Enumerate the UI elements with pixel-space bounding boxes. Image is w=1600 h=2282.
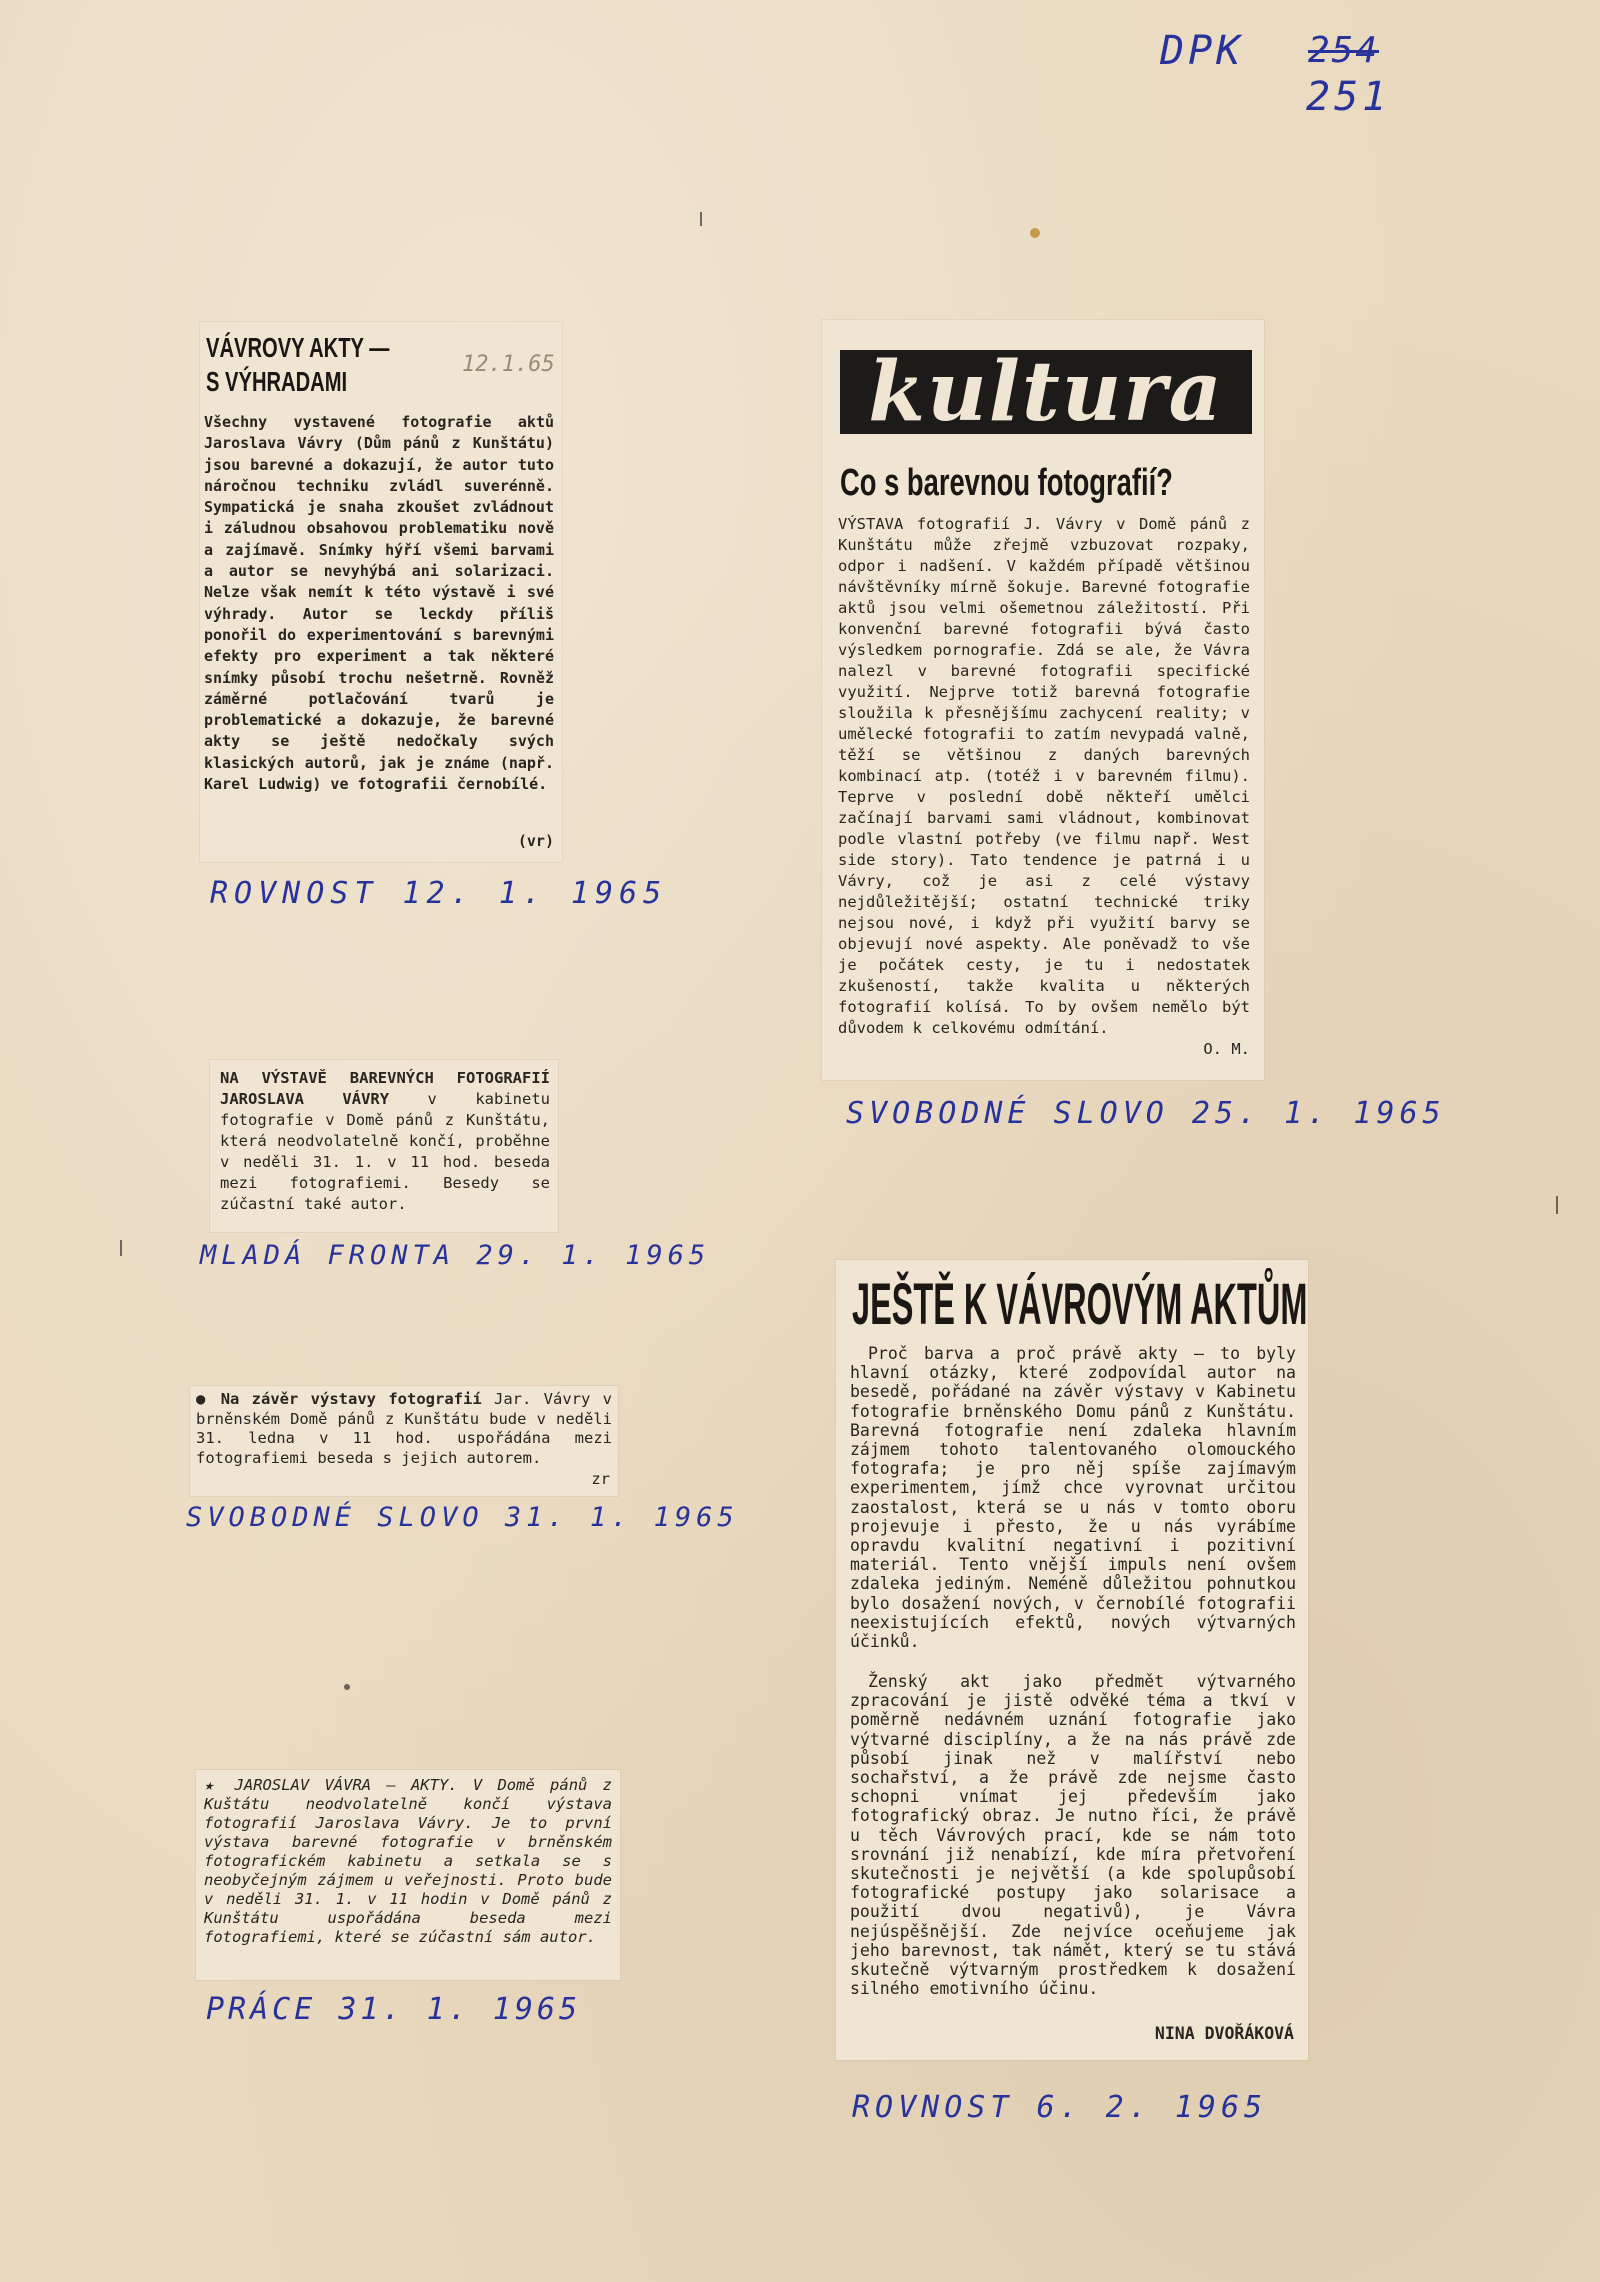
paper-mark <box>700 212 702 226</box>
notice-text: JAROSLAV VÁVRA — AKTY. V Domě pánů z Kuštátu neodvolatelně končí výstava fotografií Jaroslava Vávry. Je to první výstava barevné fotografie v brněnském fotografickém kabinetu a setkala se s neobyčejným zájmem u veřejnosti. Proto bude v neděli 31. 1. v 11 hodin v Domě pánů z Kunštátu uspořádána beseda mezi fotografiemi, které se zúčastní sám autor. <box>204 1776 612 1946</box>
source-rovnost-12-1-1965: ROVNOST 12. 1. 1965 <box>210 876 668 911</box>
star-icon: ★ <box>204 1776 220 1794</box>
article-signature: NINA DVOŘÁKOVÁ <box>1154 2024 1294 2043</box>
paper-spot <box>344 1684 350 1690</box>
source-prace-31-1-1965: PRÁCE 31. 1. 1965 <box>206 1992 582 2027</box>
article-signature: (vr) <box>517 832 554 850</box>
notice-lead: Na závěr výstavy fotografií <box>220 1390 482 1408</box>
paper-spot <box>1030 228 1040 238</box>
notice-text: v kabinetu fotografie v Domě pánů z Kunštátu, která neodvolatelně končí, proběhne v neděli 31. 1. v 11 hod. beseda mezi fotografiemi. Besedy se zúčastní také autor. <box>220 1090 550 1213</box>
article-signature: O. M. <box>1203 1040 1250 1058</box>
notice-signature: zr <box>591 1470 610 1488</box>
notice-lead: NA VÝSTAVĚ BAREVNÝCH FOTOGRAFIÍ JAROSLAVA VÁVRY <box>220 1069 550 1108</box>
source-mlada-fronta-29-1-1965: MLADÁ FRONTA 29. 1. 1965 <box>200 1240 711 1271</box>
clipping-vavrovy-akty <box>200 322 562 862</box>
article-paragraph-2: Ženský akt jako předmět výtvarného zpracování je jistě odvěké téma a tkví v poměrně nedávném uznání fotografie jako výtvarné disciplíny, a že na nás právě zde působí jinak než v malířství nebo sochařství, a že právě zde nejsme často schopni vnímat jej především jako fotografický obraz. Je nutno říci, že právě u těch Vávrových prací, kde se nám toto srovnání již nenabízí, kde míra přetvoření skutečnosti je největší (a kde spolupůsobí fotografické postupy jako solarisace a použití dvou negativů), je Vávra nejúspěšnější. Zde nejvíce oceňujeme jak jeho barevnost, tak námět, který se tu stává skutečně výtvarným prostředkem k dosažení silného emotivního účinu. <box>850 1672 1296 1999</box>
article-headline: JEŠTĚ K VÁVROVÝM AKTŮM <box>852 1272 1308 1337</box>
archive-code: DPK <box>1160 28 1245 74</box>
bullet-icon: ● <box>196 1390 209 1408</box>
archive-number-old: 254 <box>1308 30 1380 71</box>
clipping-na-vystave-barevnych-fotografii <box>210 1060 558 1232</box>
archive-number-new: 251 <box>1306 74 1391 120</box>
clipping-jaroslav-vavra-akty <box>196 1770 620 1980</box>
article-headline: Co s barevnou fotografií? <box>840 462 1173 504</box>
source-svobodne-slovo-31-1-1965: SVOBODNÉ SLOVO 31. 1. 1965 <box>186 1502 739 1533</box>
article-paragraph-1: Proč barva a proč právě akty — to byly hlavní otázky, které zodpovídal autor na besedě, pořádané na závěr výstavy v Kabinetu fotografie brněnského Domu pánů z Kunštátu. Barevná fotografie není zdaleka hlavním zájmem tohoto talentovaného olomouckého fotografa; je pro něj spíše zajímavým experimentem, jímž chce vyrovnat určitou zaostalost, která se u nás v tomto oboru projevuje i přesto, že u nás vyrábíme opravdu kvalitní negativní i pozitivní materiál. Tento vnější impuls není ovšem zdaleka jediným. Neméně důležitou pohnutkou bylo dosažení nových, v černobílé fotografii neexistujících efektů, nových výtvarných účinků. <box>850 1344 1296 1652</box>
headline-line-2: S VÝHRADAMI <box>206 366 348 397</box>
article-text: VÝSTAVA fotografií J. Vávry v Domě pánů z Kunštátu může zřejmě vzbuzovat rozpaky, odpor i nadšení. V každém případě většinou návštěvníky mírně šokuje. Barevné fotografie aktů jsou velmi ošemetnou záležitostí. Při konvenční barevné fotografii bývá často výsledkem pornografie. Zdá se ale, že Vávra nalezl v barevné fotografii specifické využití. Nejprve totiž barevná fotografie sloužila k přesnějšímu zachycení reality; v umělecké fotografii to zatím nevypadá valně, těží se většinou z daných barevných kombinací atp. (totéž i v barevném filmu). Teprve v poslední době někteří umělci začínají barvami sami vládnout, kombinovat podle vlastní potřeby (ve filmu např. West side story). Tato tendence je patrná i u Vávry, což je asi z celé výstavy nejdůležitější; ostatní technické triky nejsou nové, i když při využití barvy se objevují nové aspekty. Ale poněvadž to vše je počátek cesty, je tu i nedostatek zkušeností, takže kvalita u některých fotografií kolísá. To by ovšem nemělo být důvodem k celkovému odmítání. <box>838 515 1250 1037</box>
clipping-na-zaver-vystavy <box>190 1386 618 1496</box>
headline-line-1: VÁVROVY AKTY — <box>206 332 390 363</box>
clipping-jeste-k-vavrovym-aktum <box>836 1260 1308 2060</box>
source-svobodne-slovo-25-1-1965: SVOBODNÉ SLOVO 25. 1. 1965 <box>846 1096 1446 1131</box>
notice-text: Jar. Vávry v brněnském Domě pánů z Kunštátu bude v neděli 31. ledna v 11 hod. uspořádána mezi fotografiemi beseda s jejich autorem. <box>196 1390 612 1467</box>
kultura-banner: kultura <box>840 350 1252 434</box>
paper-mark <box>1556 1196 1558 1214</box>
article-text: Všechny vystavené fotografie aktů Jaroslava Vávry (Dům pánů z Kunštátu) jsou barevné a dokazují, že autor tuto náročnou techniku zvládl suverénně. Sympatická je snaha zkoušet zvládnout i záludnou obsahovou problematiku nově a zajímavě. Snímky hýří všemi barvami a autor se nevyhýbá ani solarizaci. Nelze však nemít k této výstavě i své výhrady. Autor se leckdy příliš ponořil do experimentování s barevnými efekty pro experiment a tak některé snímky působí trochu nešetrně. Rovněž záměrné potlačování tvarů je problematické a dokazuje, že barevné akty se ještě nedočkaly svých klasických autorů, jak je známe (např. Karel Ludwig) ve fotografii černobílé. <box>204 413 554 794</box>
source-rovnost-6-2-1965: ROVNOST 6. 2. 1965 <box>852 2090 1268 2125</box>
clipping-co-s-barevnou-fotografii <box>822 320 1264 1080</box>
pencil-date-note: 12.1.65 <box>462 352 555 377</box>
paper-mark <box>120 1240 122 1256</box>
